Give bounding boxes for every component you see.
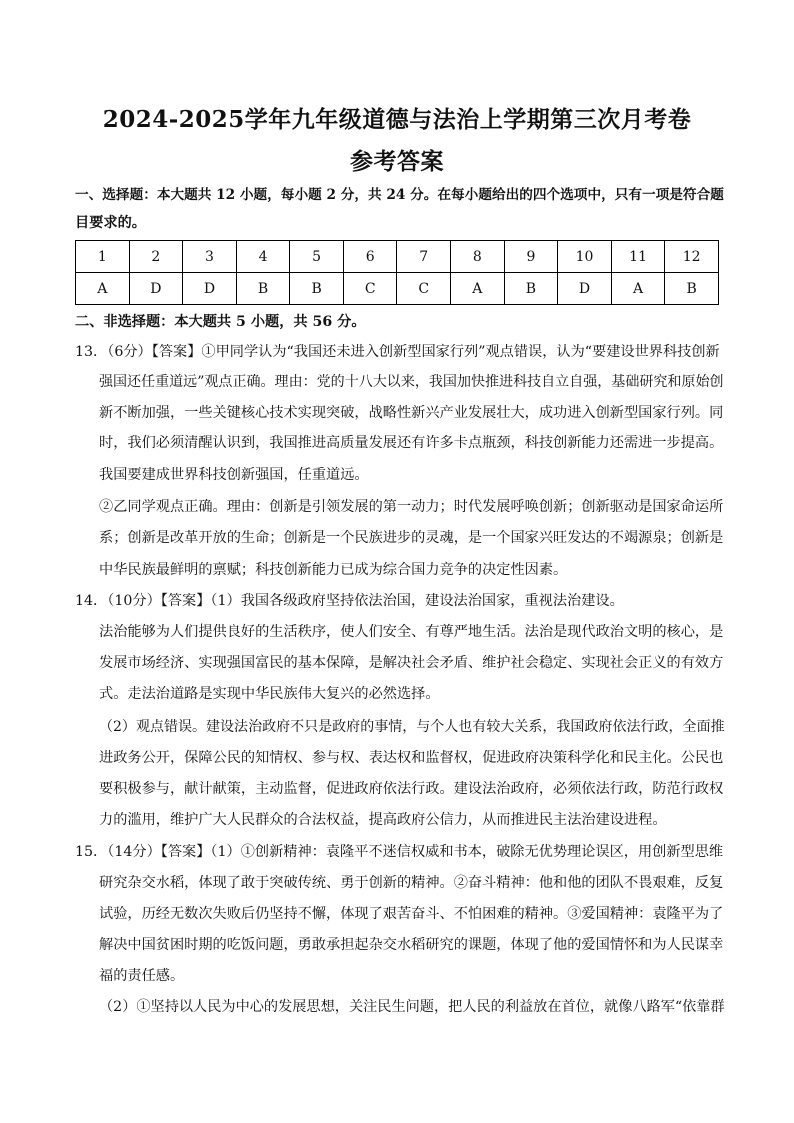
question-number: 9 xyxy=(504,241,558,273)
answer-line: 福的责任感。 xyxy=(99,968,185,984)
answer-line: 法治能够为人们提供良好的生活秩序，使人们安全、有尊严地生活。法治是现代政治文明的核心，是 xyxy=(99,624,724,640)
answer-cell: D xyxy=(558,273,612,305)
answer-line: 进政务公开，保障公民的知情权、参与权、表达权和监督权，促进政府决策科学化和民主化。公民也 xyxy=(99,750,724,766)
answer-line: （2）观点错误。建设法治政府不只是政府的事情，与个人也有较大关系，我国政府依法行政，全面推 xyxy=(99,719,725,735)
question-number: 4 xyxy=(236,241,290,273)
answer-line: （2）①坚持以人民为中心的发展思想，关注民生问题，把人民的利益放在首位，就像八路军“依靠群 xyxy=(99,999,725,1015)
answer-cell: C xyxy=(397,273,451,305)
answer-cell: B xyxy=(236,273,290,305)
section1-heading-cont: 目要求的。 xyxy=(75,215,146,231)
question-number: 7 xyxy=(397,241,451,273)
answer-line: 15．（14分）【答案】（1）①创新精神：袁隆平不迷信权威和书本，破除无优势理论误区，用创新型思维 xyxy=(75,844,724,860)
page-title: 2024-2025学年九年级道德与法治上学期第三次月考卷 xyxy=(102,106,692,133)
answer-line: 要积极参与，献计献策，主动监督，促进政府依法行政。建设法治政府，必须依法行政，防范行政权 xyxy=(99,781,724,797)
question-number: 12 xyxy=(665,241,719,273)
section2-heading: 二、非选择题：本大题共 5 小题，共 56 分。 xyxy=(75,314,366,330)
answer-line: 发展市场经济、实现强国富民的基本保障，是解决社会矛盾、维护社会稳定、实现社会正义的有效方 xyxy=(99,655,724,671)
answer-cell: B xyxy=(665,273,719,305)
question-number: 1 xyxy=(76,241,130,273)
answer-line: 系；创新是改革开放的生命；创新是一个民族进步的灵魂，是一个国家兴旺发达的不竭源泉；创新是 xyxy=(99,530,724,546)
answer-cell: D xyxy=(129,273,183,305)
answer-cell: A xyxy=(451,273,505,305)
page-subtitle: 参考答案 xyxy=(350,148,444,175)
answer-line: 我国要建成世界科技创新强国，任重道远。 xyxy=(99,467,369,483)
question-number: 5 xyxy=(290,241,344,273)
answer-line: 研究杂交水稻，体现了敢于突破传统、勇于创新的精神。②奋斗精神：他和他的团队不畏艰难，反复 xyxy=(99,875,724,891)
answer-table xyxy=(75,240,719,305)
answer-cell: A xyxy=(76,273,130,305)
question-number: 8 xyxy=(451,241,505,273)
question-number: 3 xyxy=(183,241,237,273)
section1-heading: 一、选择题：本大题共 12 小题，每小题 2 分，共 24 分。在每小题给出的四个选项中，只有一项是符合题 xyxy=(75,187,724,203)
answer-line: 解决中国贫困时期的吃饭问题，勇敢承担起杂交水稻研究的课题，体现了他的爱国情怀和为人民谋幸 xyxy=(99,937,724,953)
answer-cell: B xyxy=(504,273,558,305)
question-number: 2 xyxy=(129,241,183,273)
answer-line: 力的滥用，维护广大人民群众的合法权益，提高政府公信力，从而推进民主法治建设进程。 xyxy=(99,812,667,828)
question-number: 6 xyxy=(343,241,397,273)
answer-cell: A xyxy=(611,273,665,305)
answer-line: 强国还任重道远”观点正确。理由：党的十八大以来，我国加快推进科技自立自强，基础研究和原始创 xyxy=(99,374,724,390)
answer-line: ②乙同学观点正确。理由：创新是引领发展的第一动力；时代发展呼唤创新；创新驱动是国家命运所 xyxy=(99,499,724,515)
answer-cell: B xyxy=(290,273,344,305)
answer-cell: D xyxy=(183,273,237,305)
answer-line: 时，我们必须清醒认识到，我国推进高质量发展还有许多卡点瓶颈，科技创新能力还需进一步提高。 xyxy=(99,435,724,451)
answer-row xyxy=(76,273,719,305)
answer-line: 中华民族最鲜明的禀赋；科技创新能力已成为综合国力竞争的决定性因素。 xyxy=(99,562,568,578)
question-number: 10 xyxy=(558,241,612,273)
answer-line: 新不断加强，一些关键核心技术实现突破，战略性新兴产业发展壮大，成功进入创新型国家行列。同 xyxy=(99,405,724,421)
answer-line: 14．（10分）【答案】（1）我国各级政府坚持依法治国，建设法治国家，重视法治建设。 xyxy=(75,593,624,609)
answer-cell: C xyxy=(343,273,397,305)
answer-line: 试验，历经无数次失败后仍坚持不懈，体现了艰苦奋斗、不怕困难的精神。③爱国精神：袁隆平为了 xyxy=(99,906,724,922)
answer-line: 式。走法治道路是实现中华民族伟大复兴的必然选择。 xyxy=(99,686,440,702)
question-number-row xyxy=(76,241,719,273)
answer-line: 13．（6分）【答案】①甲同学认为“我国还未进入创新型国家行列”观点错误，认为“要建设世界科技创新 xyxy=(75,344,720,360)
question-number: 11 xyxy=(611,241,665,273)
